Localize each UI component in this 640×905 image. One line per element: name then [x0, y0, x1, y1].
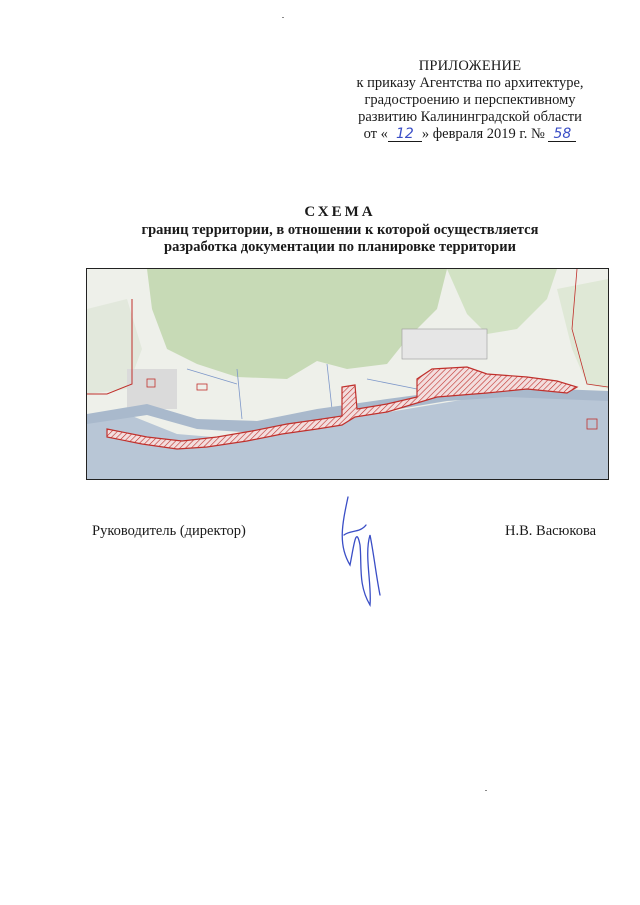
scan-speck: [485, 790, 487, 791]
appendix-block: [340, 58, 600, 143]
appendix-line-3: развитию Калининградской области: [358, 109, 582, 125]
handwritten-day: 12: [388, 127, 422, 142]
territory-map: [86, 268, 609, 480]
document-heading: [60, 204, 620, 256]
appendix-dateline: [340, 126, 600, 143]
handwritten-number: 58: [548, 127, 576, 142]
settlement-grid: [402, 329, 487, 359]
heading-main: СХЕМА: [304, 204, 376, 220]
heading-line-1: границ территории, в отношении к которой осуществляется: [141, 222, 539, 238]
appendix-line-2: градостроению и перспективному: [364, 92, 576, 108]
signatory-position: Руководитель (директор): [92, 523, 246, 539]
settlement-west: [127, 369, 177, 409]
handwritten-signature: [330, 495, 390, 615]
scan-speck: [282, 17, 284, 18]
heading-line-2: разработка документации по планировке территории: [164, 239, 516, 255]
date-prefix: от «: [363, 126, 388, 142]
appendix-title: ПРИЛОЖЕНИЕ: [418, 58, 522, 74]
map-graphic: [87, 269, 608, 479]
appendix-line-1: к приказу Агентства по архитектуре,: [356, 75, 584, 91]
signatory-name: Н.В. Васюкова: [505, 523, 597, 539]
date-suffix: » февраля 2019 г. №: [421, 126, 545, 142]
